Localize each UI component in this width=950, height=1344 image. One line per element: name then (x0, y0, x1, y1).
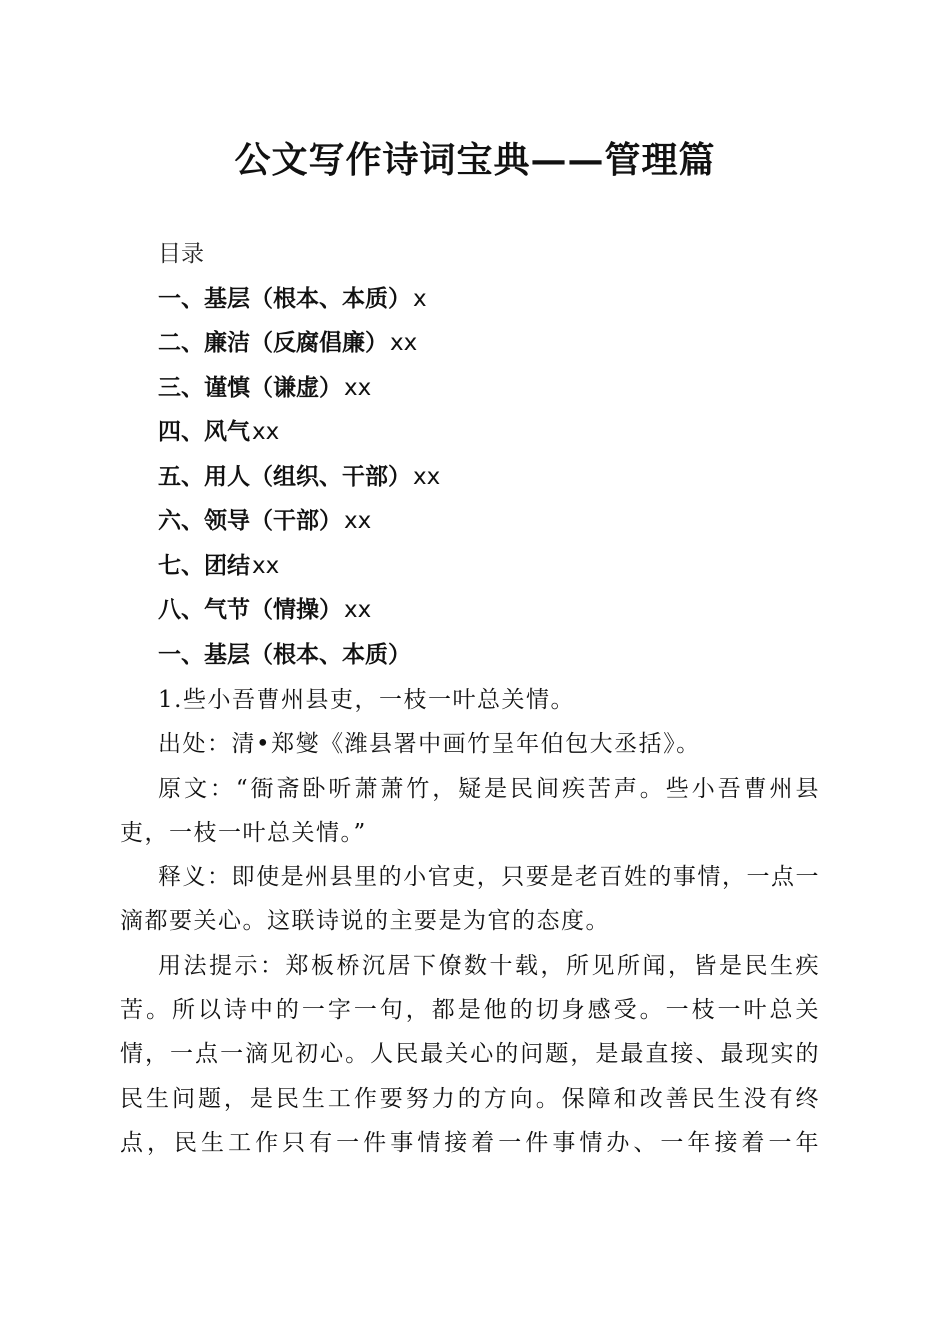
table-of-contents (158, 232, 838, 677)
toc-item-label: 六、领导（干部） (158, 508, 342, 534)
toc-item[interactable] (158, 277, 838, 322)
source-paragraph: 出处：清•郑燮《潍县署中画竹呈年伯包大丞括》。 (158, 731, 701, 758)
toc-item-page: xx (390, 330, 418, 356)
toc-item-label: 七、团结 (158, 552, 250, 579)
toc-item[interactable] (158, 588, 838, 633)
toc-item-page: xx (252, 419, 280, 445)
toc-item[interactable] (158, 410, 838, 455)
toc-item-label: 三、谨慎（谦虚） (158, 374, 342, 401)
original-text-paragraph: 原文：“衙斋卧听萧萧竹，疑是民间疾苦声。些小吾曹州县吏，一枝一叶总关情。” (120, 775, 820, 846)
section-heading: 一、基层（根本、本质） (158, 641, 411, 668)
toc-item-page: xx (252, 552, 280, 579)
toc-heading: 目录 (158, 241, 204, 267)
toc-item-page: xx (413, 463, 441, 490)
toc-item-page: xx (344, 374, 372, 401)
document-title: 公文写作诗词宝典——管理篇 (234, 139, 716, 181)
section-body (120, 678, 820, 1165)
toc-item-label: 二、廉洁（反腐倡廉） (158, 330, 388, 356)
toc-item-page: xx (344, 508, 372, 534)
explanation-paragraph: 释义：即使是州县里的小官吏，只要是老百姓的事情，一点一滴都要关心。这联诗说的主要是为官的态度。 (120, 864, 820, 935)
toc-item[interactable] (158, 544, 838, 589)
usage-tip-paragraph: 用法提示：郑板桥沉居下僚数十载，所见所闻，皆是民生疾苦。所以诗中的一字一句，都是他的切身感受。一枝一叶总关情，一点一滴见初心。人民最关心的问题，是最直接、最现实的民生问题，是民生工作要努力的方向。保障和改善民生没有终点，民生工作只有一件事情接着一件事情办、一年接着一年 (120, 952, 820, 1156)
toc-item-label: 八、气节（情操） (158, 597, 342, 623)
toc-item-page: x (413, 285, 427, 312)
toc-item-label: 一、基层（根本、本质） (158, 285, 411, 312)
toc-item-label: 五、用人（组织、干部） (158, 463, 411, 490)
toc-item[interactable] (158, 366, 838, 411)
toc-item-label: 四、风气 (158, 419, 250, 445)
toc-item[interactable] (158, 321, 838, 366)
toc-item[interactable] (158, 499, 838, 544)
toc-item-page: xx (344, 597, 372, 623)
poem-line: 1.些小吾曹州县吏，一枝一叶总关情。 (158, 687, 575, 713)
toc-item[interactable] (158, 455, 838, 500)
